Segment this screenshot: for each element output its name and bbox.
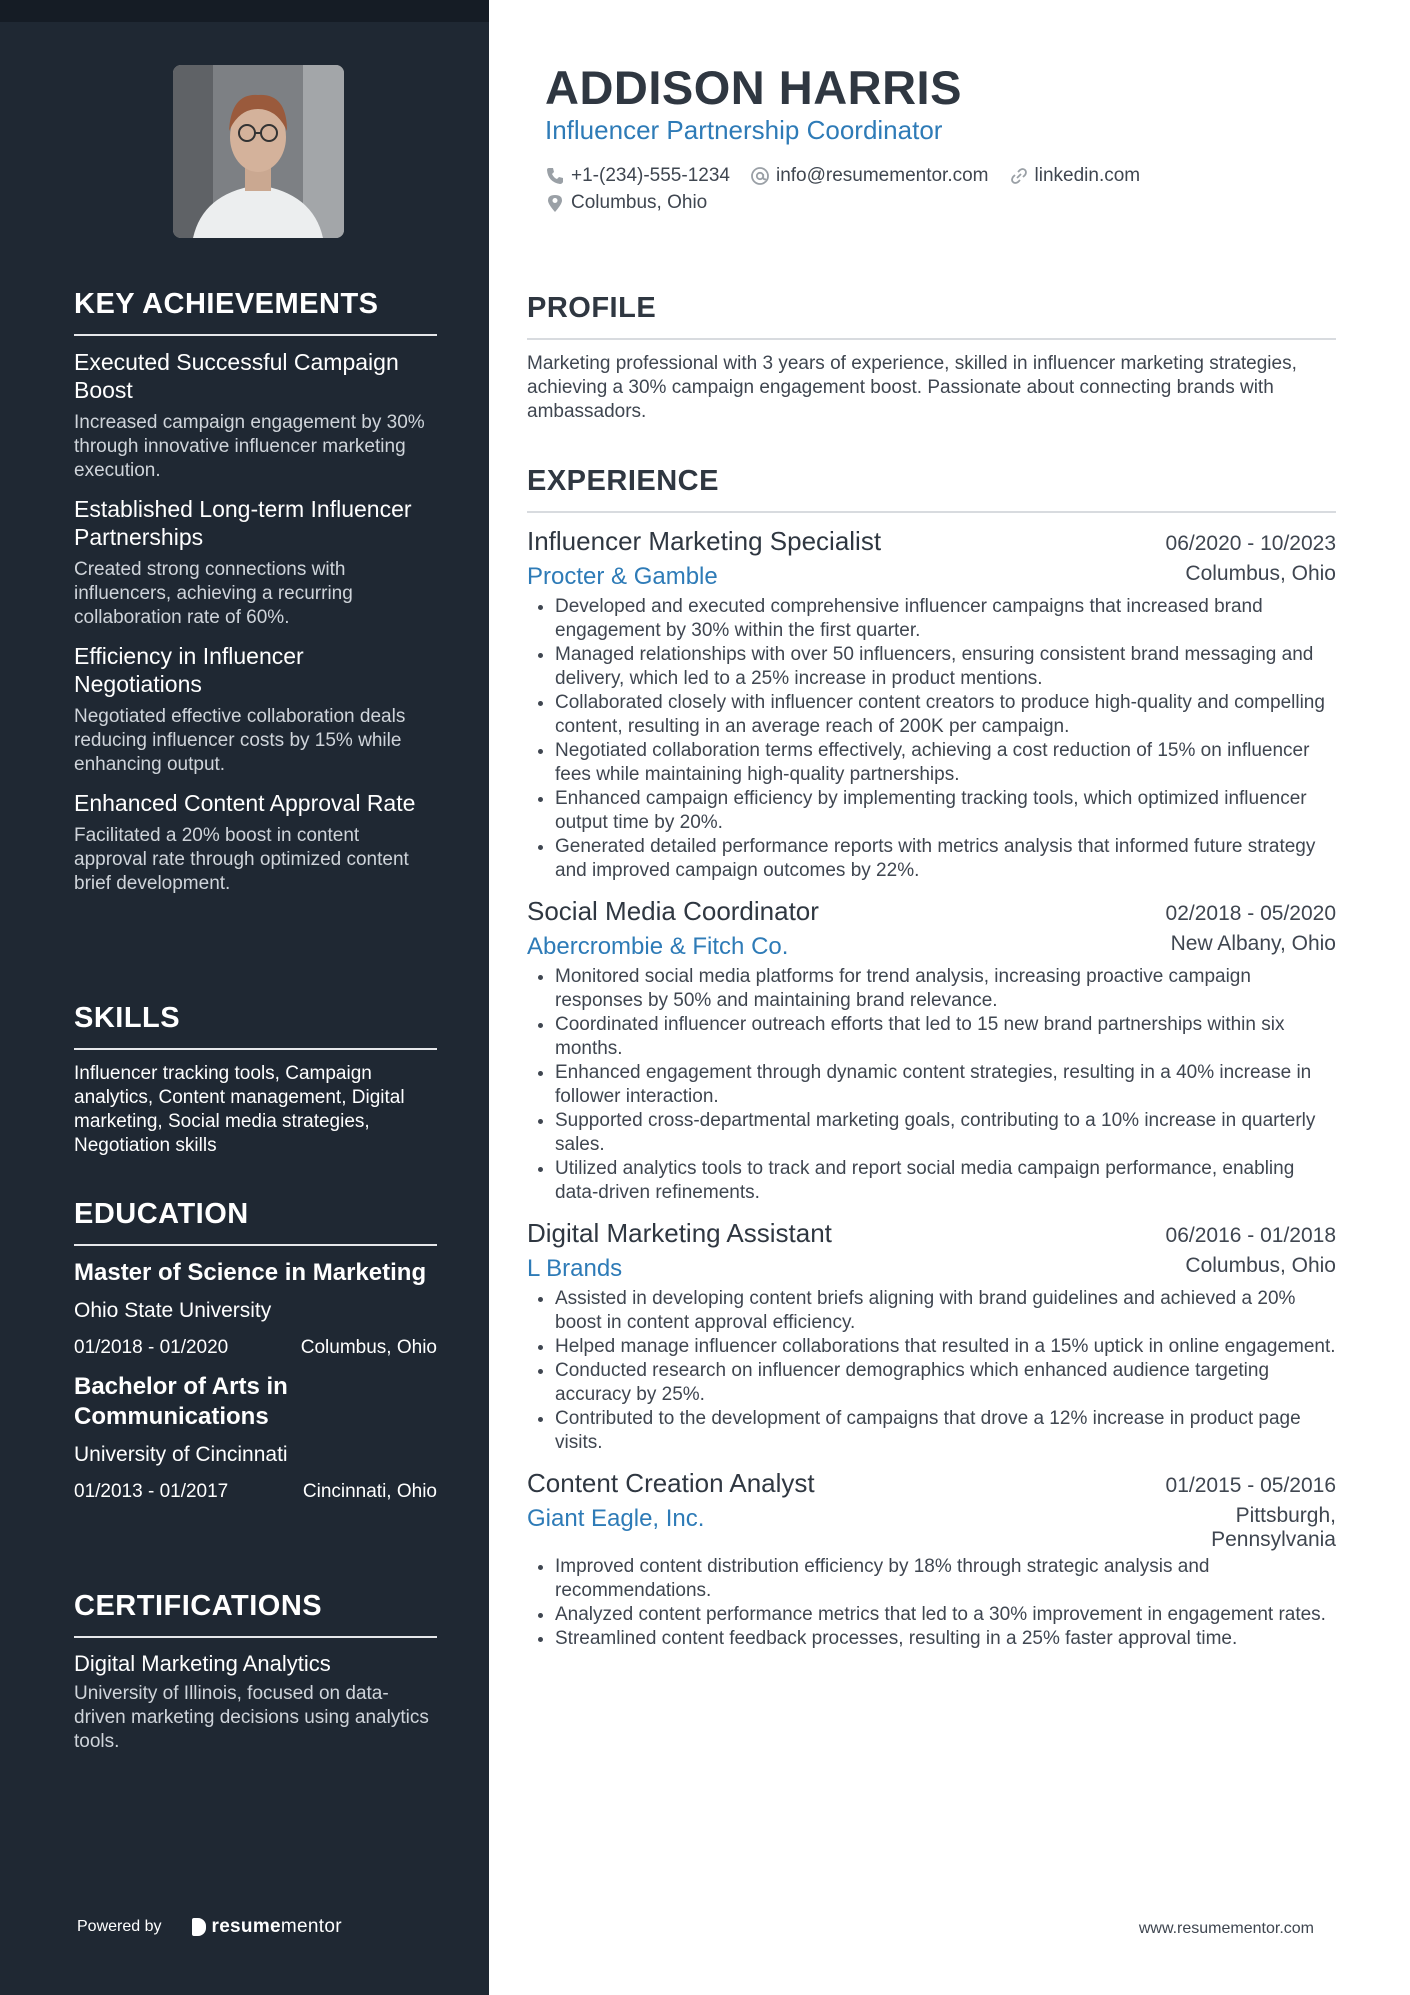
job-bullet: • Supported cross-departmental marketing goals, contributing to a 10% increase in quarterly sales.	[555, 1109, 1336, 1157]
job-entry	[527, 525, 1336, 883]
certifications-heading: CERTIFICATIONS	[74, 1588, 437, 1638]
job-bullet: • Enhanced engagement through dynamic content strategies, resulting in a 40% increase in follower interaction.	[555, 1061, 1336, 1109]
job-location: New Albany, Ohio	[1170, 932, 1336, 955]
email-text: info@resumementor.com	[775, 165, 989, 186]
job-bullet: • Contributed to the development of campaigns that drove a 12% increase in product page visits.	[555, 1407, 1336, 1455]
job-bullet: • Generated detailed performance reports with metrics analysis that informed future strategy and improved campaign outcomes by 22%.	[555, 835, 1336, 883]
education-dates: 01/2013 - 01/2017	[74, 1481, 229, 1502]
powered-by	[77, 1916, 342, 1938]
achievement-item	[74, 789, 437, 896]
contact-email[interactable]	[750, 164, 989, 188]
certification-item	[74, 1650, 437, 1754]
job-company: Abercrombie & Fitch Co.	[527, 933, 789, 960]
job-company: L Brands	[527, 1255, 623, 1282]
brand-name-light: mentor	[280, 1916, 342, 1937]
achievement-item	[74, 642, 437, 777]
contact-row	[545, 164, 1160, 188]
achievement-item	[74, 348, 437, 483]
skills-list: Influencer tracking tools, Campaign analytics, Content management, Digital marketing, Social media strategies, Negotiation skills	[74, 1063, 405, 1156]
education-meta	[74, 1480, 437, 1504]
experience-section	[527, 463, 1336, 1651]
job-bullet: • Collaborated closely with influencer content creators to produce high-quality and compelling content, resulting in an average reach of 200K per campaign.	[555, 691, 1336, 739]
profile-photo	[173, 65, 344, 238]
achievement-title: Efficiency in Influencer Negotiations	[74, 643, 304, 697]
profile-heading: PROFILE	[527, 290, 1336, 340]
job-dates: 06/2020 - 10/2023	[1165, 532, 1336, 555]
education-meta	[74, 1336, 437, 1360]
phone-icon	[545, 166, 565, 186]
job-bullets	[527, 1555, 1336, 1651]
achievement-title: Established Long-term Influencer Partnerships	[74, 496, 412, 550]
at-icon	[750, 166, 770, 186]
contact-phone[interactable]	[545, 164, 730, 188]
education-heading: EDUCATION	[74, 1196, 437, 1246]
candidate-name: ADDISON HARRIS	[545, 61, 962, 114]
job-bullet: • Conducted research on influencer demographics which enhanced audience targeting accuracy by 25%.	[555, 1359, 1336, 1407]
job-bullet: • Analyzed content performance metrics that led to a 30% improvement in engagement rates.	[555, 1603, 1336, 1627]
job-location	[1211, 1504, 1336, 1552]
job-company: Giant Eagle, Inc.	[527, 1505, 705, 1532]
candidate-title: Influencer Partnership Coordinator	[545, 115, 943, 145]
profile-photo-image	[173, 65, 344, 238]
job-bullet: • Assisted in developing content briefs aligning with brand guidelines and achieved a 20% boost in content approval efficiency.	[555, 1287, 1336, 1335]
profile-section	[527, 290, 1336, 424]
job-bullet: • Developed and executed comprehensive influencer campaigns that increased brand engagement by 30% within the first quarter.	[555, 595, 1336, 643]
job-bullet: • Improved content distribution efficiency by 18% through strategic analysis and recommendations.	[555, 1555, 1336, 1603]
job-dates: 02/2018 - 05/2020	[1165, 902, 1336, 925]
achievement-item	[74, 495, 437, 630]
education-item	[74, 1372, 437, 1504]
link-icon	[1009, 166, 1029, 186]
brand-logo[interactable]	[192, 1916, 342, 1938]
job-bullet: • Coordinated influencer outreach efforts that led to 15 new brand partnerships within six months.	[555, 1013, 1336, 1061]
footer-url[interactable]: www.resumementor.com	[1138, 1920, 1314, 1937]
sidebar-top-bar	[0, 0, 489, 22]
achievement-title: Executed Successful Campaign Boost	[74, 349, 399, 403]
achievements-heading: KEY ACHIEVEMENTS	[74, 286, 437, 336]
education-degree: Bachelor of Arts in Communications	[74, 1373, 288, 1430]
job-entry	[527, 895, 1336, 1205]
certification-description: University of Illinois, focused on data-driven marketing decisions using analytics tools.	[74, 1683, 429, 1752]
job-title: Digital Marketing Assistant	[527, 1218, 832, 1248]
contact-row-2	[545, 191, 727, 215]
job-title: Social Media Coordinator	[527, 896, 819, 926]
skills-heading: SKILLS	[74, 1000, 437, 1050]
education-school: Ohio State University	[74, 1299, 272, 1322]
certification-title: Digital Marketing Analytics	[74, 1651, 331, 1676]
job-company: Procter & Gamble	[527, 563, 718, 590]
job-bullet: • Negotiated collaboration terms effectively, achieving a cost reduction of 15% on influencer fees while maintaining high-quality partnerships.	[555, 739, 1336, 787]
job-entry	[527, 1217, 1336, 1455]
education-location: Columbus, Ohio	[300, 1337, 437, 1358]
job-title: Content Creation Analyst	[527, 1468, 815, 1498]
achievement-description: Facilitated a 20% boost in content approval rate through optimized content brief development.	[74, 825, 409, 894]
achievement-title: Enhanced Content Approval Rate	[74, 790, 416, 816]
experience-heading: EXPERIENCE	[527, 463, 1336, 513]
education-section	[74, 1196, 437, 1504]
contact-location	[545, 191, 707, 215]
job-bullets	[527, 595, 1336, 883]
skills-section	[74, 1000, 437, 1158]
job-location-line: Pennsylvania	[1211, 1528, 1336, 1551]
job-title: Influencer Marketing Specialist	[527, 526, 882, 556]
location-pin-icon	[545, 193, 565, 213]
contact-linkedin[interactable]	[1009, 164, 1141, 188]
phone-text: +1-(234)-555-1234	[571, 165, 730, 186]
job-location: Columbus, Ohio	[1185, 1254, 1336, 1277]
education-school: University of Cincinnati	[74, 1443, 288, 1466]
linkedin-text: linkedin.com	[1034, 165, 1141, 186]
education-location: Cincinnati, Ohio	[302, 1481, 437, 1502]
brand-name-bold: resume	[211, 1916, 281, 1937]
job-location: Columbus, Ohio	[1185, 562, 1336, 585]
education-dates: 01/2018 - 01/2020	[74, 1337, 229, 1358]
certifications-section	[74, 1588, 437, 1754]
job-bullet: • Monitored social media platforms for trend analysis, increasing proactive campaign responses by 50% and maintaining brand relevance.	[555, 965, 1336, 1013]
job-dates: 06/2016 - 01/2018	[1165, 1224, 1336, 1247]
job-entry	[527, 1467, 1336, 1651]
education-item	[74, 1258, 437, 1360]
achievement-description: Created strong connections with influencers, achieving a recurring collaboration rate of 60%.	[74, 559, 353, 628]
achievement-description: Increased campaign engagement by 30% through innovative influencer marketing execution.	[74, 412, 425, 481]
job-bullet: • Streamlined content feedback processes, resulting in a 25% faster approval time.	[555, 1627, 1336, 1651]
achievement-description: Negotiated effective collaboration deals reducing influencer costs by 15% while enhancing output.	[74, 706, 406, 775]
job-bullet: • Utilized analytics tools to track and report social media campaign performance, enabling data-driven refinements.	[555, 1157, 1336, 1205]
education-degree: Master of Science in Marketing	[74, 1259, 427, 1286]
job-location-line: Pittsburgh,	[1235, 1504, 1336, 1527]
brand-logo-icon	[192, 1918, 206, 1936]
job-bullet: • Helped manage influencer collaborations that resulted in a 15% uptick in online engagement.	[555, 1335, 1336, 1359]
job-dates: 01/2015 - 05/2016	[1165, 1474, 1336, 1497]
powered-by-label: Powered by	[77, 1918, 162, 1935]
job-bullet: • Enhanced campaign efficiency by implementing tracking tools, which optimized influencer output time by 20%.	[555, 787, 1336, 835]
job-bullets	[527, 1287, 1336, 1455]
profile-summary: Marketing professional with 3 years of experience, skilled in influencer marketing strategies, achieving a 30% campaign engagement boost. Passionate about connecting brands with ambassadors.	[527, 353, 1297, 422]
job-bullets	[527, 965, 1336, 1205]
location-text: Columbus, Ohio	[571, 192, 708, 213]
sidebar	[0, 0, 489, 1995]
achievements-section	[74, 286, 437, 896]
job-bullet: • Managed relationships with over 50 influencers, ensuring consistent brand messaging and delivery, which led to a 25% increase in product mentions.	[555, 643, 1336, 691]
